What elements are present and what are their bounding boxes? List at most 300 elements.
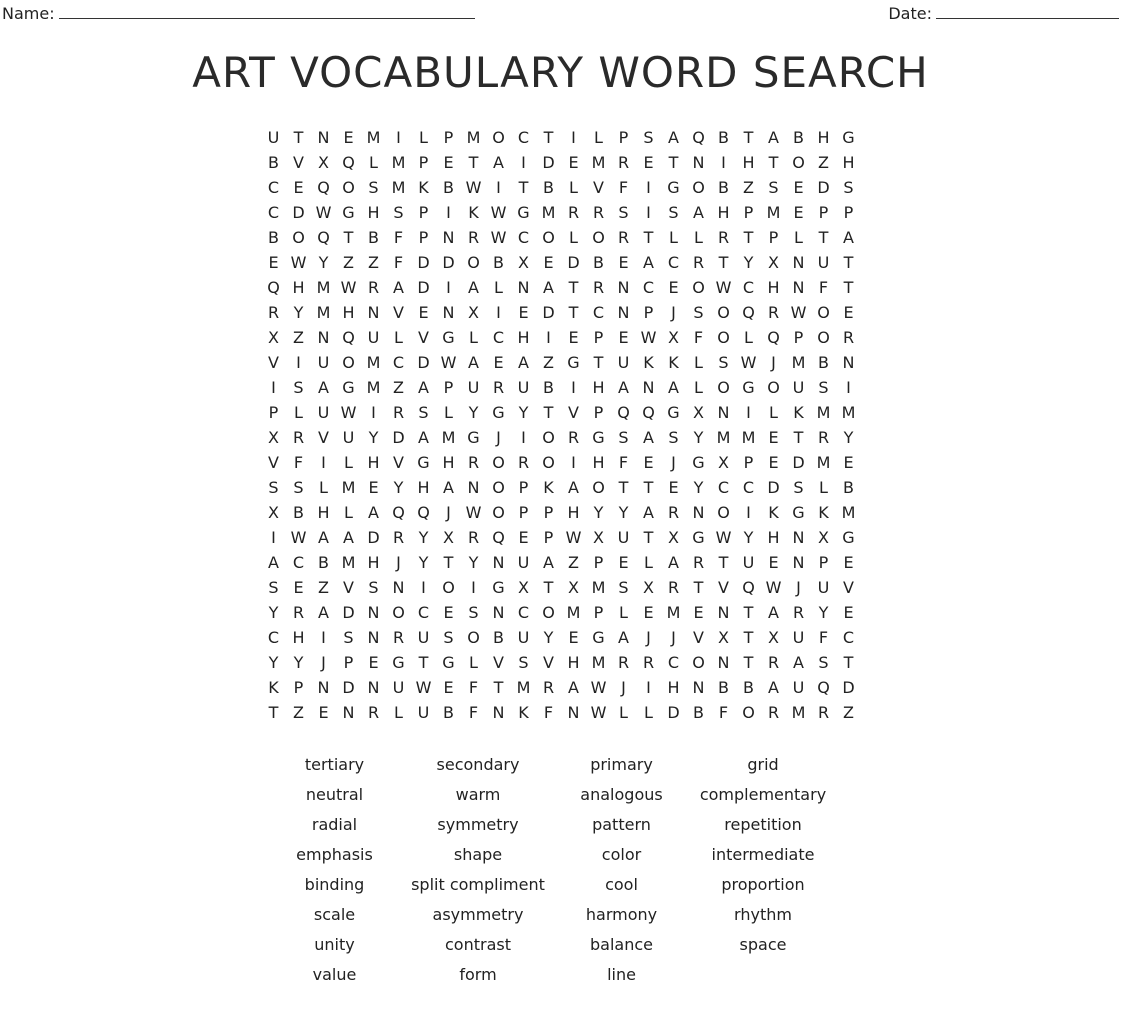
- grid-letter: X: [568, 578, 579, 597]
- grid-letter: S: [368, 178, 379, 197]
- grid-letter: H: [567, 503, 580, 522]
- grid-letter: R: [667, 503, 680, 522]
- grid-letter: E: [618, 553, 629, 572]
- grid-letter: B: [268, 228, 279, 247]
- grid-letter: P: [443, 378, 454, 397]
- grid-letter: U: [317, 403, 330, 422]
- grid-letter: F: [468, 703, 479, 722]
- grid-letter: T: [843, 253, 854, 272]
- grid-letter: N: [792, 528, 805, 547]
- grid-letter: C: [267, 178, 280, 197]
- grid-letter: Y: [293, 303, 304, 322]
- grid-letter: B: [493, 253, 504, 272]
- grid-letter: O: [717, 328, 730, 347]
- word-list-item: binding: [304, 875, 365, 894]
- grid-letter: B: [543, 378, 554, 397]
- word-list-item: pattern: [592, 815, 651, 834]
- grid-letter: K: [268, 678, 279, 697]
- grid-letter: N: [317, 678, 330, 697]
- grid-letter: I: [271, 378, 276, 397]
- grid-letter: D: [567, 253, 580, 272]
- grid-letter: G: [842, 528, 855, 547]
- grid-letter: K: [818, 503, 829, 522]
- grid-letter: S: [518, 653, 529, 672]
- grid-letter: X: [518, 578, 529, 597]
- grid-letter: W: [290, 528, 307, 547]
- grid-letter: V: [268, 353, 279, 372]
- grid-letter: U: [817, 578, 830, 597]
- grid-letter: Z: [568, 553, 579, 572]
- grid-letter: E: [793, 178, 804, 197]
- grid-letter: C: [267, 628, 280, 647]
- word-list-item: contrast: [445, 935, 511, 954]
- grid-letter: K: [543, 478, 554, 497]
- grid-letter: Q: [392, 503, 405, 522]
- grid-letter: U: [267, 128, 280, 147]
- grid-letter: Y: [693, 478, 704, 497]
- grid-letter: I: [846, 378, 851, 397]
- grid-letter: K: [518, 703, 529, 722]
- grid-letter: P: [818, 203, 829, 222]
- grid-letter: E: [768, 428, 779, 447]
- grid-letter: L: [694, 228, 703, 247]
- grid-letter: G: [592, 428, 605, 447]
- grid-letter: P: [418, 203, 429, 222]
- word-list-item: split compliment: [411, 875, 545, 894]
- grid-letter: G: [442, 653, 455, 672]
- grid-letter: O: [492, 453, 505, 472]
- grid-letter: T: [743, 628, 754, 647]
- grid-letter: N: [492, 553, 505, 572]
- grid-letter: F: [818, 628, 829, 647]
- grid-letter: M: [816, 403, 831, 422]
- grid-letter: O: [467, 253, 480, 272]
- grid-letter: O: [817, 303, 830, 322]
- grid-letter: A: [793, 653, 804, 672]
- grid-letter: Y: [468, 403, 479, 422]
- grid-letter: C: [742, 478, 755, 497]
- grid-letter: K: [793, 403, 804, 422]
- grid-letter: O: [542, 603, 555, 622]
- grid-letter: S: [618, 578, 629, 597]
- grid-letter: O: [442, 578, 455, 597]
- grid-letter: M: [791, 703, 806, 722]
- grid-letter: S: [393, 203, 404, 222]
- grid-letter: M: [591, 653, 606, 672]
- grid-letter: Y: [268, 653, 279, 672]
- grid-letter: D: [342, 678, 355, 697]
- letter-grid: [261, 125, 861, 725]
- grid-letter: X: [718, 453, 729, 472]
- grid-letter: U: [517, 628, 530, 647]
- name-blank-line[interactable]: [59, 2, 475, 19]
- word-list-item: unity: [314, 935, 355, 954]
- grid-letter: R: [367, 703, 380, 722]
- grid-letter: W: [740, 353, 757, 372]
- grid-letter: N: [692, 503, 705, 522]
- grid-letter: X: [518, 253, 529, 272]
- grid-letter: P: [593, 553, 604, 572]
- grid-letter: I: [521, 428, 526, 447]
- grid-letter: O: [692, 653, 705, 672]
- grid-letter: P: [418, 228, 429, 247]
- grid-letter: D: [417, 253, 430, 272]
- grid-letter: P: [518, 478, 529, 497]
- grid-letter: H: [717, 203, 730, 222]
- word-list-item: color: [601, 845, 642, 864]
- word-list: [262, 752, 832, 987]
- grid-letter: U: [417, 703, 430, 722]
- grid-letter: O: [717, 303, 730, 322]
- word-list-item: primary: [590, 755, 653, 774]
- grid-letter: J: [621, 678, 626, 697]
- grid-letter: N: [442, 228, 455, 247]
- grid-letter: A: [643, 503, 654, 522]
- grid-letter: E: [768, 453, 779, 472]
- grid-letter: S: [618, 203, 629, 222]
- grid-letter: I: [496, 178, 501, 197]
- name-label: Name:: [2, 4, 55, 23]
- grid-letter: N: [442, 303, 455, 322]
- grid-letter: W: [440, 353, 457, 372]
- grid-letter: D: [817, 178, 830, 197]
- grid-letter: R: [392, 528, 405, 547]
- grid-letter: T: [568, 303, 579, 322]
- grid-letter: N: [692, 153, 705, 172]
- grid-letter: A: [643, 428, 654, 447]
- grid-letter: J: [796, 578, 801, 597]
- grid-letter: H: [292, 628, 305, 647]
- grid-letter: V: [493, 653, 504, 672]
- grid-letter: A: [643, 253, 654, 272]
- grid-letter: N: [492, 603, 505, 622]
- grid-letter: P: [593, 603, 604, 622]
- grid-letter: J: [496, 428, 501, 447]
- grid-letter: R: [842, 328, 855, 347]
- grid-letter: N: [642, 378, 655, 397]
- grid-letter: Q: [742, 303, 755, 322]
- grid-letter: D: [367, 528, 380, 547]
- grid-letter: P: [293, 678, 304, 697]
- grid-letter: B: [493, 628, 504, 647]
- grid-letter: M: [716, 428, 731, 447]
- date-blank-line[interactable]: [936, 2, 1119, 19]
- grid-letter: C: [517, 228, 530, 247]
- word-list-item: analogous: [580, 785, 663, 804]
- grid-letter: D: [417, 278, 430, 297]
- grid-letter: O: [292, 228, 305, 247]
- grid-letter: R: [292, 603, 305, 622]
- grid-letter: R: [767, 303, 780, 322]
- grid-letter: P: [843, 203, 854, 222]
- grid-letter: V: [293, 153, 304, 172]
- grid-letter: L: [669, 228, 678, 247]
- grid-letter: N: [342, 703, 355, 722]
- grid-letter: U: [617, 353, 630, 372]
- grid-letter: U: [317, 353, 330, 372]
- grid-letter: U: [417, 628, 430, 647]
- grid-letter: H: [292, 278, 305, 297]
- grid-letter: W: [715, 528, 732, 547]
- grid-letter: O: [342, 178, 355, 197]
- grid-letter: T: [643, 478, 654, 497]
- grid-letter: T: [593, 353, 604, 372]
- word-list-item: radial: [311, 815, 358, 834]
- grid-letter: E: [618, 253, 629, 272]
- grid-letter: H: [592, 453, 605, 472]
- grid-letter: C: [667, 653, 680, 672]
- grid-letter: F: [718, 703, 729, 722]
- grid-letter: S: [693, 303, 704, 322]
- grid-letter: Y: [818, 603, 829, 622]
- grid-letter: R: [392, 403, 405, 422]
- grid-letter: I: [421, 578, 426, 597]
- grid-letter: E: [568, 153, 579, 172]
- grid-letter: P: [593, 328, 604, 347]
- grid-letter: G: [567, 353, 580, 372]
- page-title: ART VOCABULARY WORD SEARCH: [192, 48, 929, 97]
- grid-letter: M: [316, 278, 331, 297]
- grid-letter: A: [768, 128, 779, 147]
- grid-letter: S: [268, 578, 279, 597]
- grid-letter: O: [492, 503, 505, 522]
- grid-letter: K: [418, 178, 429, 197]
- grid-letter: T: [743, 603, 754, 622]
- name-field[interactable]: [2, 2, 475, 23]
- grid-letter: D: [292, 203, 305, 222]
- grid-letter: A: [393, 278, 404, 297]
- grid-letter: L: [344, 453, 353, 472]
- grid-letter: S: [843, 178, 854, 197]
- grid-letter: S: [768, 178, 779, 197]
- grid-letter: U: [517, 553, 530, 572]
- grid-letter: R: [592, 203, 605, 222]
- grid-letter: B: [718, 128, 729, 147]
- grid-letter: T: [643, 228, 654, 247]
- grid-letter: E: [693, 603, 704, 622]
- grid-letter: L: [694, 353, 703, 372]
- grid-letter: Z: [293, 703, 304, 722]
- grid-letter: O: [492, 478, 505, 497]
- grid-letter: C: [592, 303, 605, 322]
- grid-letter: Q: [267, 278, 280, 297]
- grid-letter: E: [843, 303, 854, 322]
- grid-letter: V: [418, 328, 429, 347]
- grid-letter: L: [469, 653, 478, 672]
- grid-letter: G: [417, 453, 430, 472]
- grid-letter: H: [592, 378, 605, 397]
- grid-letter: B: [843, 478, 854, 497]
- grid-letter: W: [715, 278, 732, 297]
- grid-letter: T: [693, 578, 704, 597]
- grid-letter: W: [640, 328, 657, 347]
- grid-letter: G: [792, 503, 805, 522]
- grid-letter: G: [492, 403, 505, 422]
- grid-letter: Y: [543, 628, 554, 647]
- grid-letter: W: [340, 278, 357, 297]
- date-field[interactable]: [888, 2, 1119, 23]
- grid-letter: B: [543, 178, 554, 197]
- grid-letter: Q: [317, 178, 330, 197]
- grid-letter: R: [617, 228, 630, 247]
- grid-letter: K: [668, 353, 679, 372]
- grid-letter: H: [567, 653, 580, 672]
- grid-letter: E: [443, 153, 454, 172]
- grid-letter: R: [467, 228, 480, 247]
- grid-letter: I: [321, 453, 326, 472]
- grid-letter: X: [718, 628, 729, 647]
- grid-letter: I: [746, 403, 751, 422]
- grid-letter: K: [468, 203, 479, 222]
- grid-letter: E: [518, 528, 529, 547]
- grid-letter: X: [818, 528, 829, 547]
- grid-letter: L: [344, 503, 353, 522]
- grid-letter: S: [368, 578, 379, 597]
- grid-letter: O: [792, 153, 805, 172]
- word-list-item: line: [607, 965, 636, 984]
- grid-letter: N: [617, 278, 630, 297]
- grid-letter: D: [542, 303, 555, 322]
- grid-letter: P: [743, 453, 754, 472]
- grid-letter: U: [742, 553, 755, 572]
- grid-letter: I: [521, 153, 526, 172]
- grid-letter: V: [693, 628, 704, 647]
- grid-letter: V: [268, 453, 279, 472]
- grid-letter: R: [392, 628, 405, 647]
- grid-letter: S: [718, 353, 729, 372]
- grid-letter: M: [841, 503, 856, 522]
- grid-letter: G: [842, 128, 855, 147]
- grid-letter: J: [646, 628, 651, 647]
- grid-letter: M: [441, 428, 456, 447]
- grid-letter: X: [268, 328, 279, 347]
- grid-letter: Y: [393, 478, 404, 497]
- grid-letter: S: [668, 203, 679, 222]
- grid-letter: L: [469, 328, 478, 347]
- grid-letter: R: [367, 278, 380, 297]
- grid-letter: I: [546, 328, 551, 347]
- grid-letter: L: [419, 128, 428, 147]
- grid-letter: V: [568, 403, 579, 422]
- grid-letter: I: [271, 528, 276, 547]
- grid-letter: D: [542, 153, 555, 172]
- grid-letter: T: [718, 253, 729, 272]
- grid-letter: H: [367, 453, 380, 472]
- grid-letter: W: [465, 178, 482, 197]
- grid-letter: U: [792, 678, 805, 697]
- grid-letter: W: [315, 203, 332, 222]
- grid-letter: L: [769, 403, 778, 422]
- grid-letter: F: [618, 178, 629, 197]
- grid-letter: R: [292, 428, 305, 447]
- grid-letter: P: [443, 128, 454, 147]
- grid-letter: U: [817, 253, 830, 272]
- grid-letter: U: [792, 628, 805, 647]
- grid-letter: P: [643, 303, 654, 322]
- grid-letter: N: [367, 678, 380, 697]
- grid-letter: T: [268, 703, 279, 722]
- grid-letter: N: [792, 253, 805, 272]
- word-list-item: harmony: [585, 905, 658, 924]
- grid-letter: D: [792, 453, 805, 472]
- grid-letter: Y: [518, 403, 529, 422]
- grid-letter: N: [717, 603, 730, 622]
- word-list-item: balance: [590, 935, 653, 954]
- grid-letter: L: [319, 478, 328, 497]
- grid-letter: H: [767, 278, 780, 297]
- grid-letter: T: [518, 178, 529, 197]
- grid-letter: R: [767, 653, 780, 672]
- grid-letter: T: [818, 228, 829, 247]
- grid-letter: G: [442, 328, 455, 347]
- grid-letter: K: [768, 503, 779, 522]
- grid-letter: I: [646, 203, 651, 222]
- grid-letter: O: [492, 128, 505, 147]
- grid-letter: Z: [343, 253, 354, 272]
- grid-letter: Y: [368, 428, 379, 447]
- grid-letter: R: [767, 703, 780, 722]
- grid-letter: L: [369, 153, 378, 172]
- grid-letter: N: [717, 653, 730, 672]
- grid-letter: O: [542, 428, 555, 447]
- grid-letter: C: [517, 128, 530, 147]
- word-list-item: repetition: [724, 815, 802, 834]
- grid-letter: H: [342, 303, 355, 322]
- grid-letter: U: [467, 378, 480, 397]
- grid-letter: O: [392, 603, 405, 622]
- word-list-item: scale: [313, 905, 356, 924]
- grid-letter: E: [293, 578, 304, 597]
- grid-letter: B: [443, 703, 454, 722]
- grid-letter: X: [693, 403, 704, 422]
- grid-letter: O: [692, 178, 705, 197]
- grid-letter: B: [743, 678, 754, 697]
- grid-letter: J: [671, 303, 676, 322]
- grid-letter: A: [418, 378, 429, 397]
- grid-letter: E: [443, 603, 454, 622]
- grid-letter: T: [618, 478, 629, 497]
- grid-letter: V: [318, 428, 329, 447]
- grid-letter: E: [493, 353, 504, 372]
- grid-letter: Q: [342, 153, 355, 172]
- grid-letter: R: [617, 153, 630, 172]
- grid-letter: Z: [368, 253, 379, 272]
- grid-letter: L: [569, 178, 578, 197]
- grid-letter: T: [843, 653, 854, 672]
- grid-letter: G: [667, 403, 680, 422]
- grid-letter: A: [368, 503, 379, 522]
- grid-letter: R: [817, 703, 830, 722]
- grid-letter: I: [396, 128, 401, 147]
- grid-letter: I: [646, 178, 651, 197]
- word-list-item: asymmetry: [432, 905, 524, 924]
- grid-letter: A: [768, 678, 779, 697]
- grid-letter: E: [418, 303, 429, 322]
- grid-letter: X: [268, 428, 279, 447]
- grid-letter: Z: [293, 328, 304, 347]
- grid-letter: O: [592, 478, 605, 497]
- grid-letter: A: [468, 278, 479, 297]
- grid-letter: A: [768, 603, 779, 622]
- grid-letter: L: [444, 403, 453, 422]
- grid-letter: X: [668, 328, 679, 347]
- grid-letter: R: [542, 678, 555, 697]
- grid-letter: F: [293, 453, 304, 472]
- grid-letter: A: [668, 128, 679, 147]
- grid-letter: F: [618, 453, 629, 472]
- word-list-item: emphasis: [296, 845, 373, 864]
- grid-letter: A: [418, 428, 429, 447]
